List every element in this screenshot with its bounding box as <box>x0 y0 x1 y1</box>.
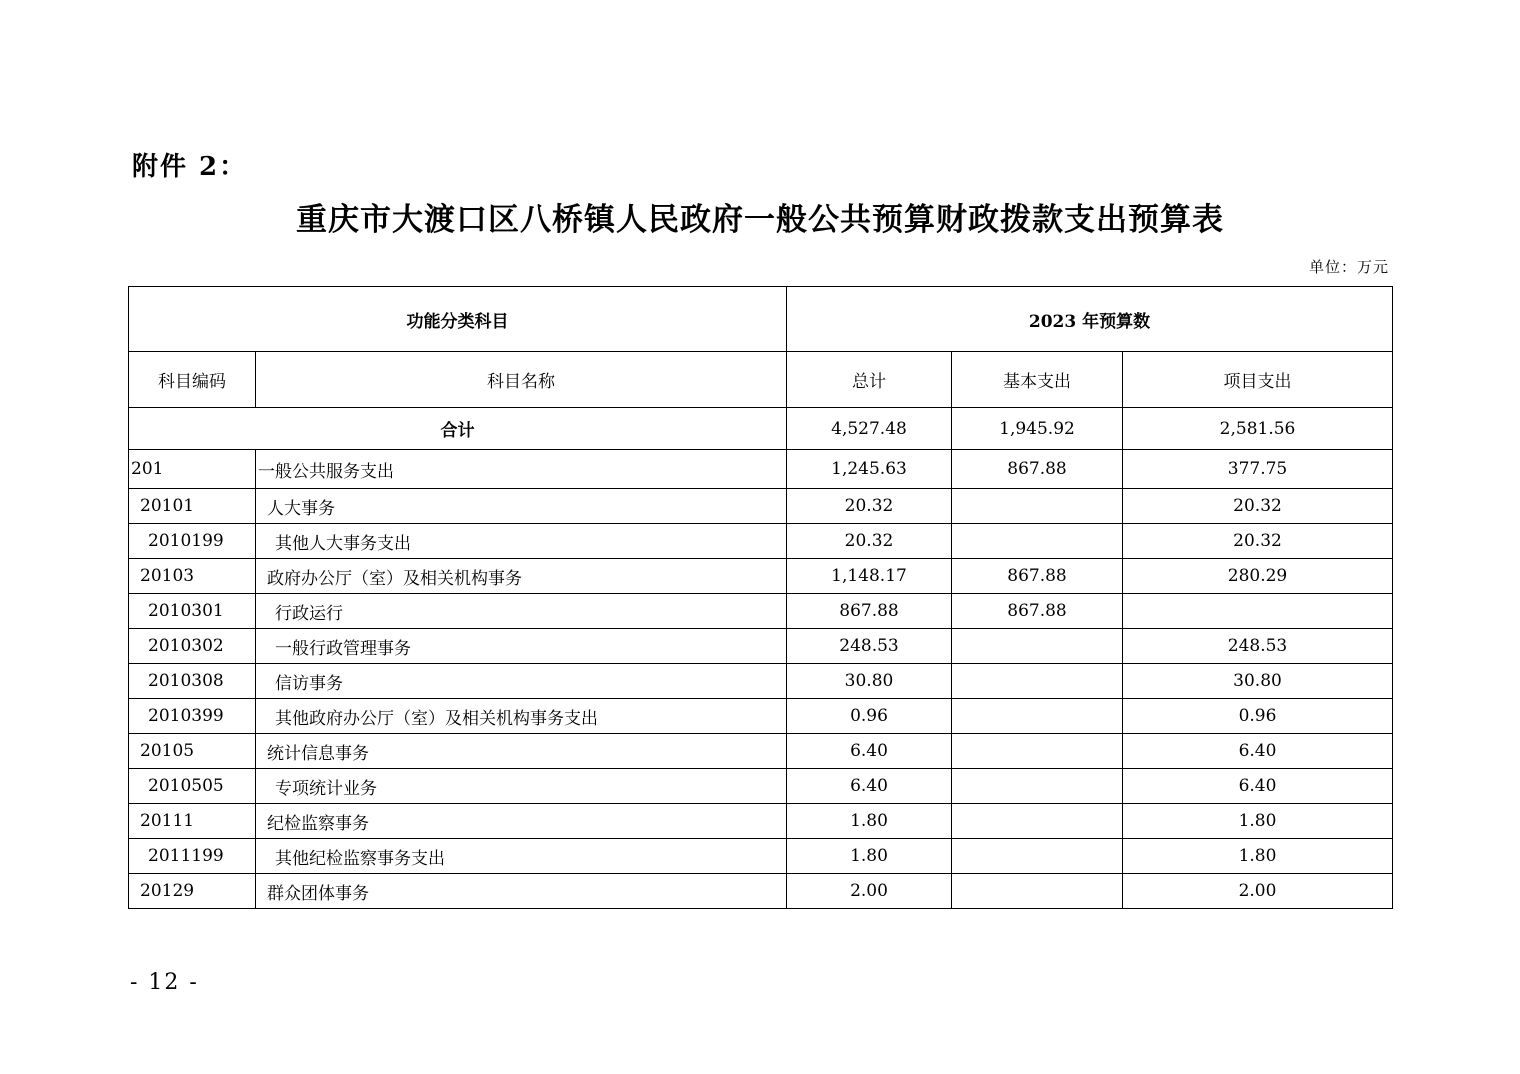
row-basic <box>952 874 1123 909</box>
total-basic: 1,945.92 <box>952 408 1123 450</box>
row-basic <box>952 524 1123 559</box>
row-total: 30.80 <box>787 664 952 699</box>
page-number: - 12 - <box>130 970 199 995</box>
row-total: 6.40 <box>787 769 952 804</box>
row-total: 1,148.17 <box>787 559 952 594</box>
row-name: 一般行政管理事务 <box>256 629 787 664</box>
header-classification: 功能分类科目 <box>129 287 787 352</box>
row-name: 统计信息事务 <box>256 734 787 769</box>
row-code: 2011199 <box>129 839 256 874</box>
row-basic <box>952 629 1123 664</box>
row-project: 30.80 <box>1123 664 1393 699</box>
header-name: 科目名称 <box>256 352 787 408</box>
total-label: 合计 <box>129 408 787 450</box>
page-title: 重庆市大渡口区八桥镇人民政府一般公共预算财政拨款支出预算表 <box>296 202 1224 238</box>
row-project: 20.32 <box>1123 489 1393 524</box>
row-project: 20.32 <box>1123 524 1393 559</box>
row-total: 1.80 <box>787 804 952 839</box>
row-basic <box>952 804 1123 839</box>
table-row <box>129 804 1393 839</box>
row-code: 20101 <box>129 489 256 524</box>
row-code: 2010308 <box>129 664 256 699</box>
row-total: 1,245.63 <box>787 450 952 489</box>
row-basic <box>952 769 1123 804</box>
unit-label: 单位：万元 <box>1308 258 1389 276</box>
table-row <box>129 450 1393 489</box>
row-basic <box>952 839 1123 874</box>
row-code: 20129 <box>129 874 256 909</box>
row-code: 2010505 <box>129 769 256 804</box>
table-row <box>129 839 1393 874</box>
row-code: 2010399 <box>129 699 256 734</box>
row-code: 20111 <box>129 804 256 839</box>
row-project: 6.40 <box>1123 769 1393 804</box>
group-header-row <box>129 287 1393 352</box>
header-budget-year: 2023 年预算数 <box>787 287 1393 352</box>
table-row <box>129 874 1393 909</box>
total-total: 4,527.48 <box>787 408 952 450</box>
table-row <box>129 699 1393 734</box>
row-total: 867.88 <box>787 594 952 629</box>
row-total: 20.32 <box>787 489 952 524</box>
row-basic: 867.88 <box>952 559 1123 594</box>
total-row <box>129 408 1393 450</box>
row-project: 377.75 <box>1123 450 1393 489</box>
row-project: 0.96 <box>1123 699 1393 734</box>
table-row <box>129 559 1393 594</box>
table-row <box>129 769 1393 804</box>
header-code: 科目编码 <box>129 352 256 408</box>
table-row <box>129 629 1393 664</box>
budget-table <box>128 286 1393 909</box>
row-name: 群众团体事务 <box>256 874 787 909</box>
column-header-row <box>129 352 1393 408</box>
row-total: 20.32 <box>787 524 952 559</box>
row-project: 2.00 <box>1123 874 1393 909</box>
row-code: 20103 <box>129 559 256 594</box>
table-row <box>129 489 1393 524</box>
row-total: 248.53 <box>787 629 952 664</box>
header-project: 项目支出 <box>1123 352 1393 408</box>
row-code: 201 <box>129 450 256 489</box>
row-total: 1.80 <box>787 839 952 874</box>
row-code: 2010301 <box>129 594 256 629</box>
row-name: 行政运行 <box>256 594 787 629</box>
row-name: 其他政府办公厅（室）及相关机构事务支出 <box>256 699 787 734</box>
row-name: 其他纪检监察事务支出 <box>256 839 787 874</box>
row-basic: 867.88 <box>952 450 1123 489</box>
row-name: 纪检监察事务 <box>256 804 787 839</box>
row-name: 政府办公厅（室）及相关机构事务 <box>256 559 787 594</box>
row-basic <box>952 699 1123 734</box>
row-name: 信访事务 <box>256 664 787 699</box>
row-project: 248.53 <box>1123 629 1393 664</box>
row-name: 人大事务 <box>256 489 787 524</box>
row-name: 专项统计业务 <box>256 769 787 804</box>
row-project <box>1123 594 1393 629</box>
row-project: 6.40 <box>1123 734 1393 769</box>
row-code: 2010302 <box>129 629 256 664</box>
row-total: 0.96 <box>787 699 952 734</box>
total-project: 2,581.56 <box>1123 408 1393 450</box>
row-basic: 867.88 <box>952 594 1123 629</box>
row-total: 6.40 <box>787 734 952 769</box>
attachment-label: 附件 2： <box>132 152 248 182</box>
table-row <box>129 664 1393 699</box>
table-row <box>129 594 1393 629</box>
row-basic <box>952 489 1123 524</box>
table-row <box>129 734 1393 769</box>
table-row <box>129 524 1393 559</box>
row-project: 280.29 <box>1123 559 1393 594</box>
row-project: 1.80 <box>1123 839 1393 874</box>
row-name: 其他人大事务支出 <box>256 524 787 559</box>
row-name: 一般公共服务支出 <box>256 450 787 489</box>
row-code: 20105 <box>129 734 256 769</box>
header-basic: 基本支出 <box>952 352 1123 408</box>
row-total: 2.00 <box>787 874 952 909</box>
row-basic <box>952 664 1123 699</box>
row-project: 1.80 <box>1123 804 1393 839</box>
row-basic <box>952 734 1123 769</box>
row-code: 2010199 <box>129 524 256 559</box>
header-total: 总计 <box>787 352 952 408</box>
